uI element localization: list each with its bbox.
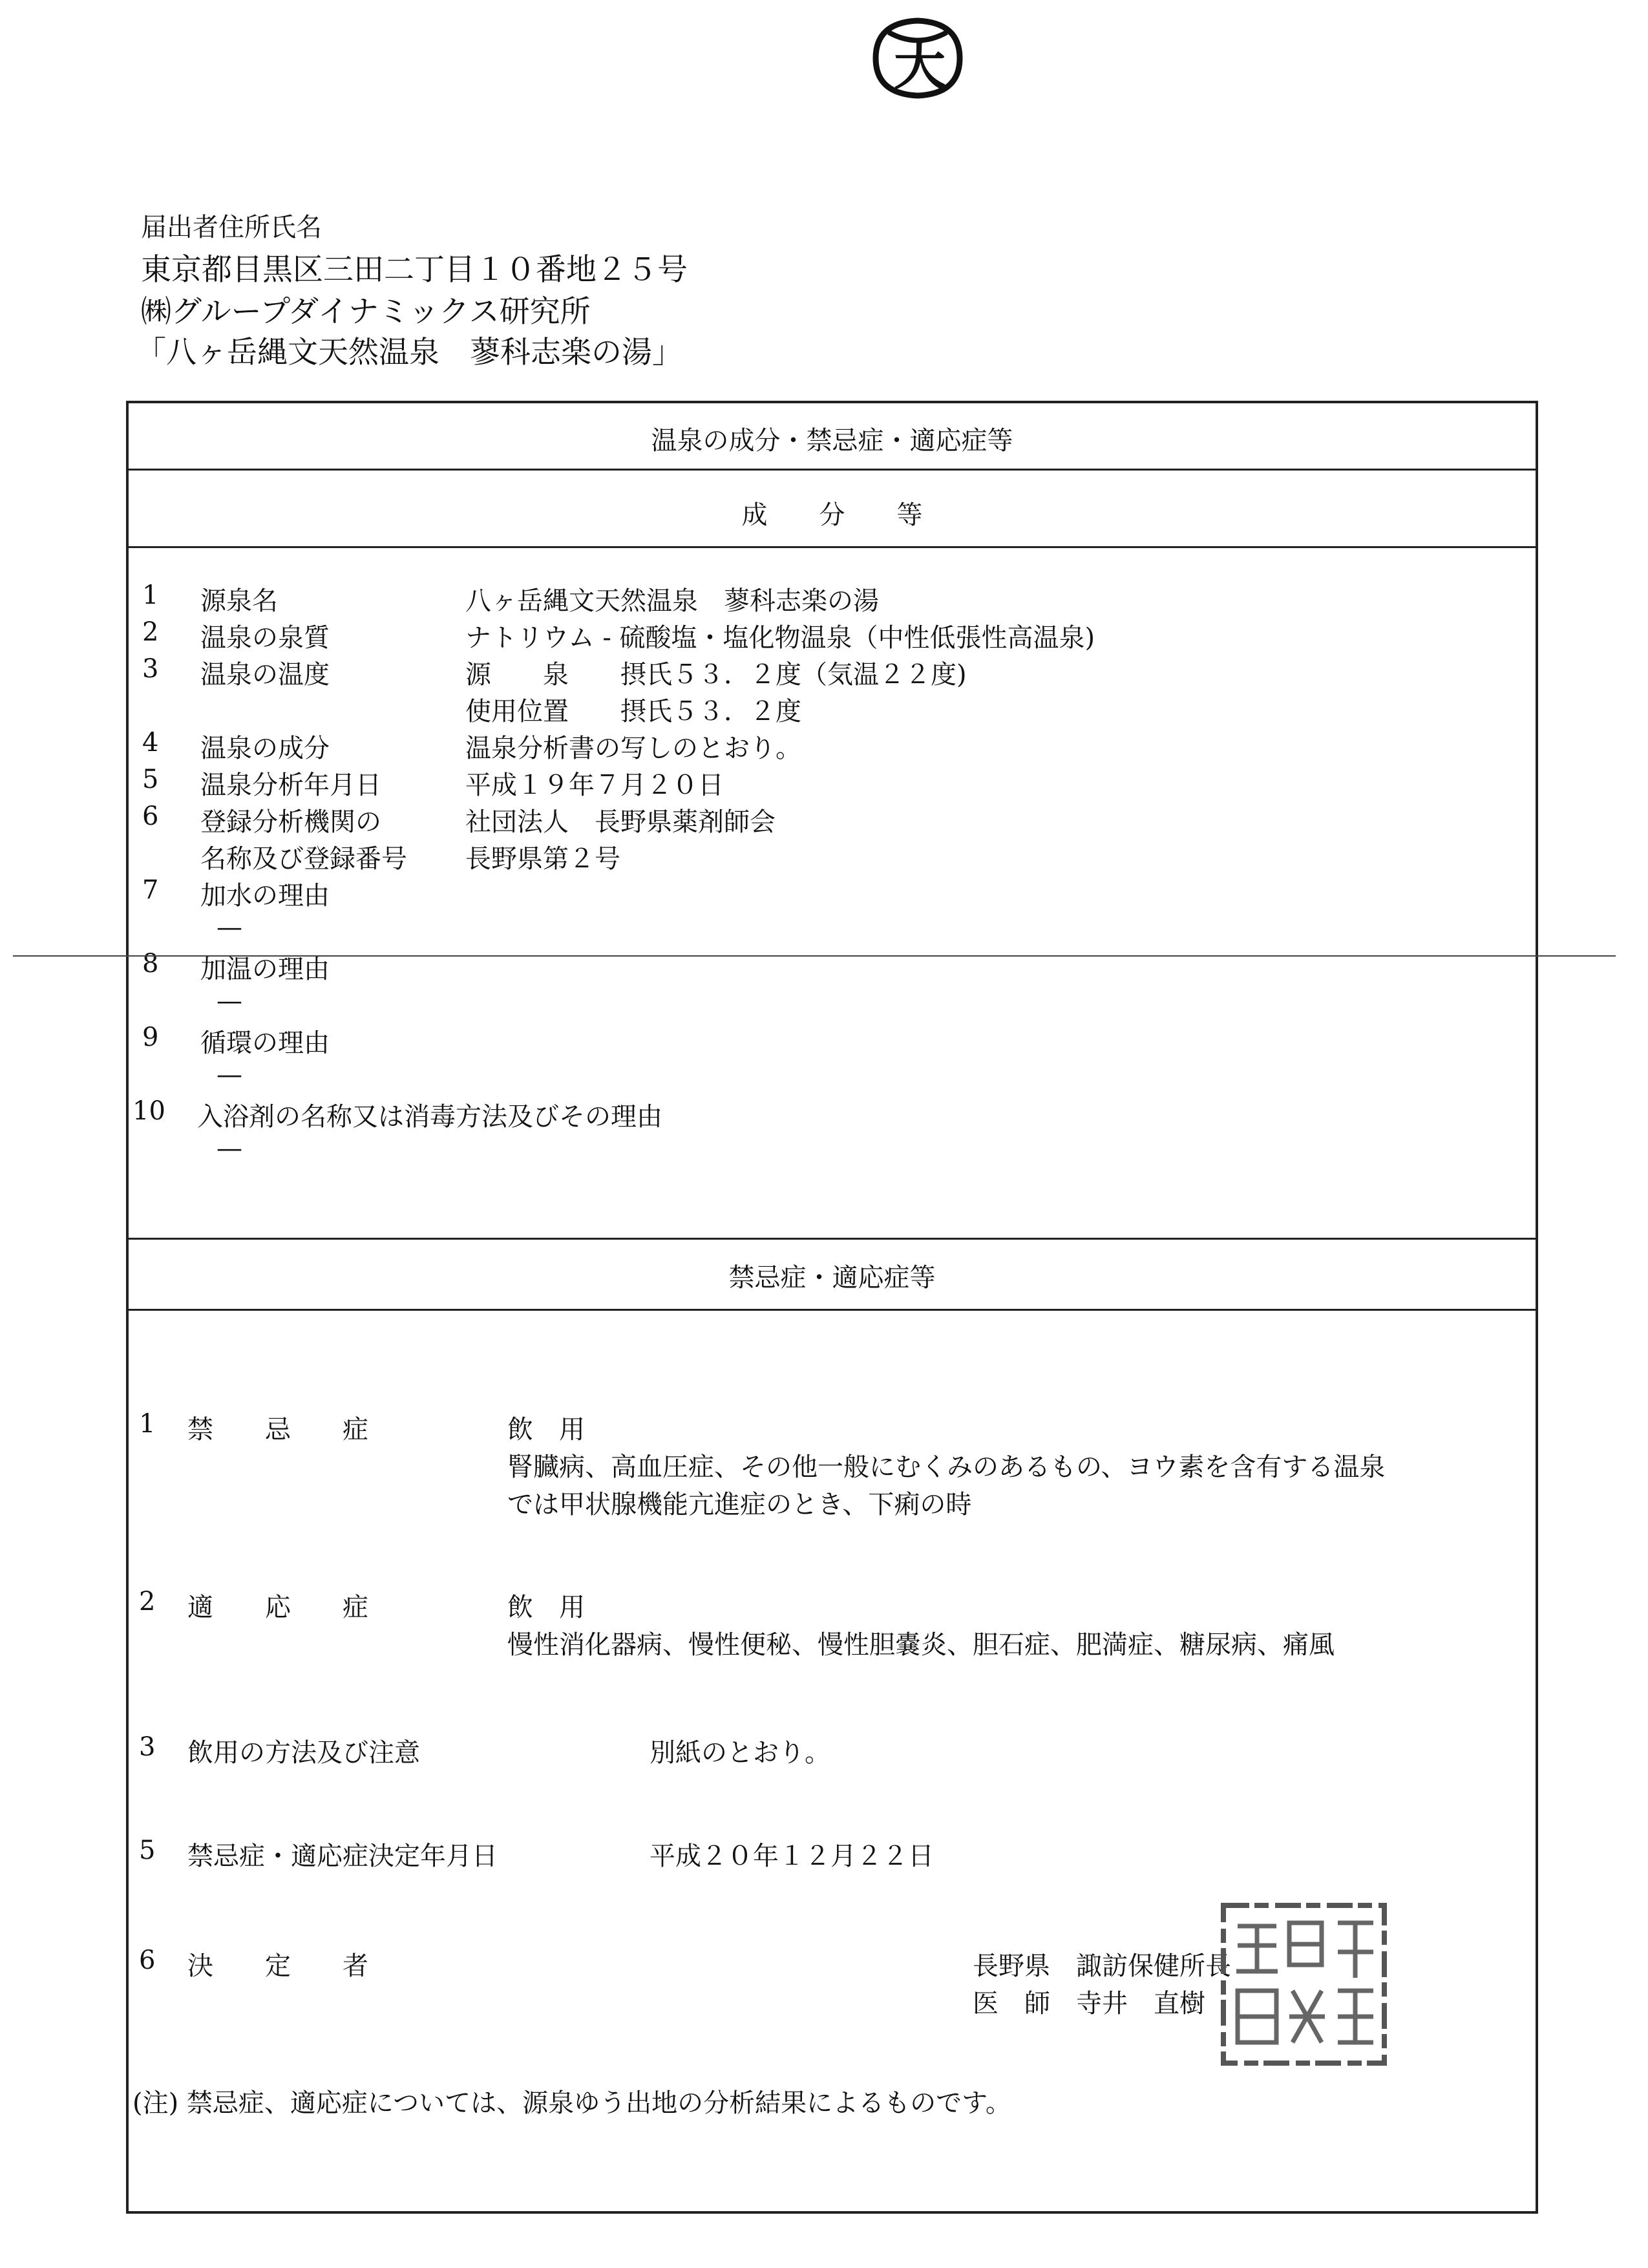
applicant-company: ㈱グループダイナミックス研究所 (141, 294, 591, 330)
row-number: 3 (142, 654, 159, 684)
scan-fold-line (13, 955, 1616, 957)
row-number: 2 (142, 617, 159, 647)
row-number: 1 (142, 580, 159, 610)
row-number: 5 (142, 765, 159, 794)
row-label: 源泉名 (200, 586, 278, 616)
row-label: 温泉の泉質 (200, 623, 330, 653)
row-number: 1 (139, 1409, 156, 1439)
divider (126, 469, 1538, 471)
row-label: 温泉の成分 (200, 734, 330, 763)
row-value: 平成１９年７月２０日 (465, 770, 724, 800)
divider (126, 546, 1538, 548)
row-label: 適 応 症 (187, 1593, 368, 1622)
row-dash: — (217, 1134, 242, 1163)
row-value: 温泉分析書の写しのとおり。 (465, 734, 801, 763)
row-number: 9 (142, 1023, 159, 1052)
row-number: 7 (142, 875, 159, 905)
facility-name: 「八ヶ岳縄文天然温泉 蓼科志楽の湯」 (136, 335, 682, 370)
row-number: 5 (139, 1836, 156, 1865)
row-type: 飲 用 (507, 1593, 585, 1622)
main-title: 温泉の成分・禁忌症・適応症等 (651, 426, 1013, 456)
row-number: 8 (142, 949, 159, 979)
official-seal (1218, 1900, 1389, 2068)
divider (126, 1238, 1538, 1240)
row-label: 温泉分析年月日 (200, 770, 381, 800)
section-indications-title: 禁忌症・適応症等 (728, 1263, 936, 1293)
applicant-label: 届出者住所氏名 (141, 213, 322, 242)
row-number: 6 (139, 1945, 156, 1975)
row-label: 禁 忌 症 (187, 1415, 368, 1445)
applicant-address: 東京都目黒区三田二丁目１０番地２５号 (141, 252, 688, 288)
section-components-title: 成 分 等 (741, 500, 923, 530)
row-type: 飲 用 (507, 1415, 585, 1445)
row-value: ナトリウム - 硫酸塩・塩化物温泉（中性低張性高温泉) (465, 623, 1095, 653)
row-value: 使用位置 摂氏５３．２度 (465, 697, 801, 726)
row-number: 4 (142, 728, 159, 758)
row-label: 決 定 者 (187, 1951, 368, 1981)
row-number: 2 (139, 1587, 156, 1616)
row-number: 10 (132, 1096, 165, 1126)
stamp-character: 大 (894, 36, 945, 96)
decider-office: 長野県 諏訪保健所長 (973, 1951, 1231, 1981)
row-value: 平成２０年１２月２２日 (650, 1841, 934, 1871)
decider-name: 医 師 寺井 直樹 (973, 1989, 1205, 2019)
row-value: 八ヶ岳縄文天然温泉 蓼科志楽の湯 (465, 586, 879, 616)
header-stamp-mark (863, 13, 973, 103)
row-value: 社団法人 長野県薬剤師会 (465, 807, 776, 837)
row-dash: — (217, 1060, 242, 1090)
row-number: 3 (139, 1732, 156, 1762)
row-label: 禁忌症・適応症決定年月日 (187, 1841, 498, 1871)
row-label: 温泉の温度 (200, 660, 330, 690)
footnote: (注) 禁忌症、適応症については、源泉ゆう出地の分析結果によるものです。 (132, 2088, 1011, 2118)
row-dash: — (217, 913, 242, 942)
row-label: 循環の理由 (200, 1028, 330, 1058)
row-label: 加水の理由 (200, 881, 330, 911)
indication-text: 慢性消化器病、慢性便秘、慢性胆嚢炎、胆石症、肥満症、糖尿病、痛風 (507, 1630, 1335, 1660)
row-label: 加温の理由 (200, 955, 330, 984)
row-label: 飲用の方法及び注意 (187, 1738, 420, 1768)
row-label: 名称及び登録番号 (200, 844, 407, 874)
row-value: 源 泉 摂氏５３．２度（気温２２度) (465, 660, 967, 690)
row-label: 入浴剤の名称又は消毒方法及びその理由 (197, 1102, 662, 1132)
row-dash: — (217, 986, 242, 1016)
contraindication-text: 腎臓病、高血圧症、その他一般にむくみのあるもの、ヨウ素を含有する温泉 (507, 1452, 1386, 1482)
divider (126, 1309, 1538, 1311)
row-label: 登録分析機関の (200, 807, 381, 837)
row-number: 6 (142, 801, 159, 831)
row-value: 長野県第２号 (465, 844, 620, 874)
contraindication-text: では甲状腺機能亢進症のとき、下痢の時 (507, 1490, 972, 1520)
row-value: 別紙のとおり。 (650, 1738, 830, 1768)
